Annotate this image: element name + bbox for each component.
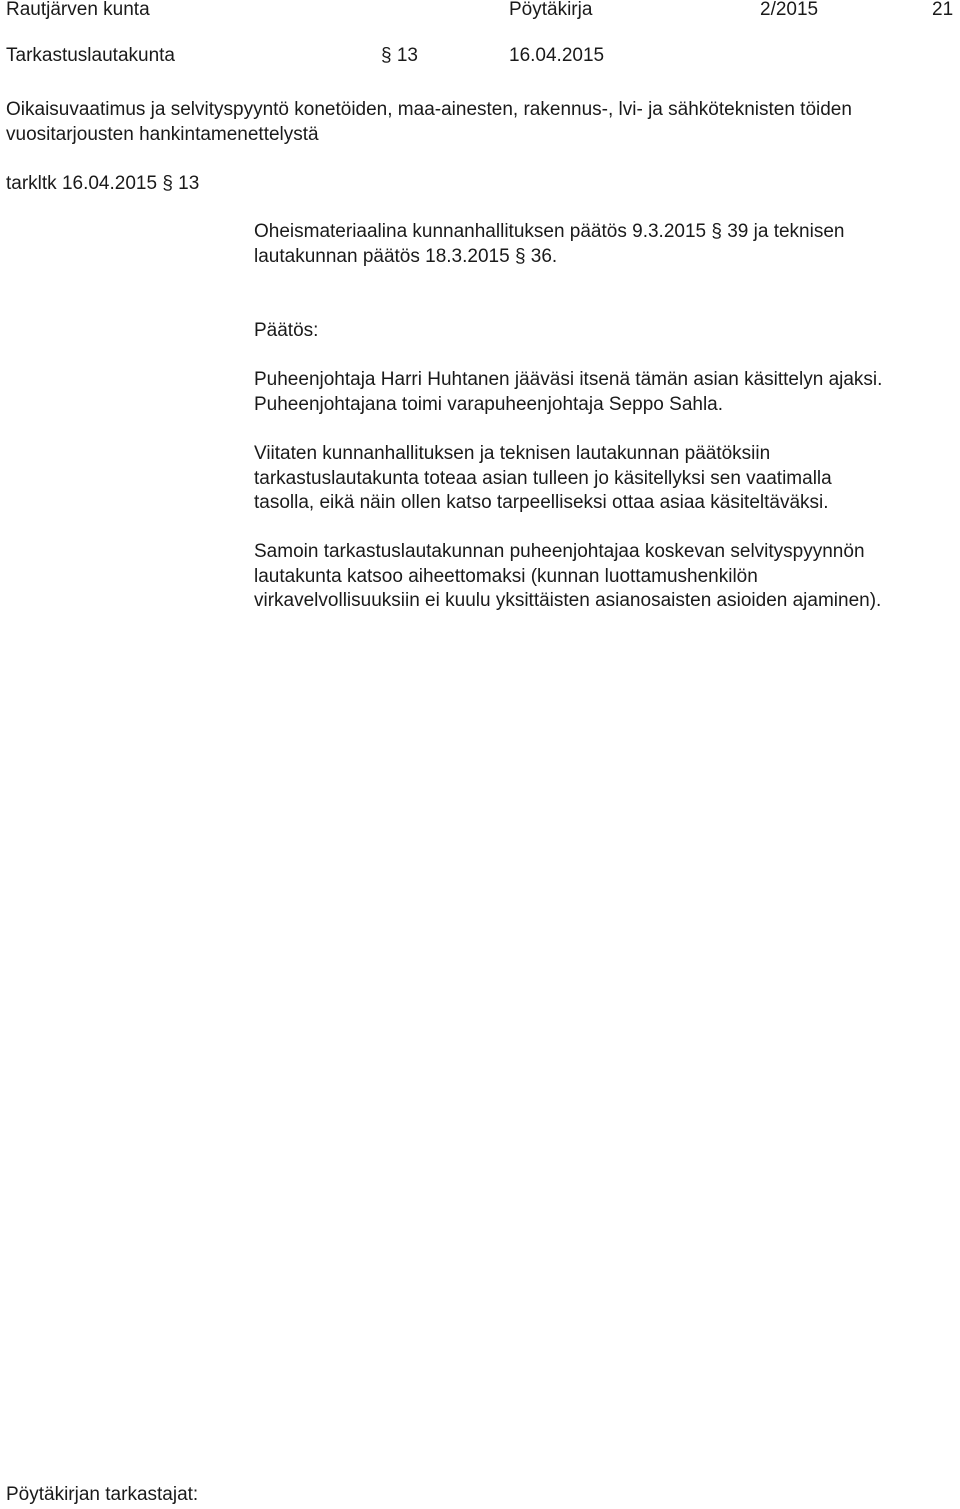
decision-paragraph-3 [254,540,959,614]
section-number: § 13 [381,45,418,66]
decision-p3-line-2: lautakunta katsoo aiheettomaksi (kunnan luottamushenkilön [254,565,758,587]
matter-title [6,98,956,147]
attachment-note [254,220,954,269]
meeting-date: 16.04.2015 [509,45,605,66]
municipality-name: Rautjärven kunta [6,0,150,20]
decision-p1-line-1: Puheenjohtaja Harri Huhtanen jääväsi itsenä tämän asian käsittelyn ajaksi. [254,369,883,390]
decision-p2-line-1: Viitaten kunnanhallituksen ja teknisen lautakunnan päätöksiin [254,443,771,464]
decision-p1-line-2: Puheenjohtajana toimi varapuheenjohtaja Seppo Sahla. [254,393,724,415]
committee-name: Tarkastuslautakunta [6,45,175,66]
decision-p2-line-2: tarkastuslautakunta toteaa asian tulleen jo käsitellyksi sen vaatimalla [254,467,832,489]
document-type: Pöytäkirja [509,0,593,20]
minutes-signatories-label: Pöytäkirjan tarkastajat: [6,1484,199,1505]
decision-p2-line-3: tasolla, eikä näin ollen katso tarpeelliseksi ottaa asiaa käsiteltäväksi. [254,492,829,513]
attachment-line-2: lautakunnan päätös 18.3.2015 § 36. [254,245,558,267]
decision-paragraph-1 [254,368,954,417]
decision-heading: Päätös: [254,320,319,341]
page-number: 21 [932,0,954,20]
decision-paragraph-2 [254,442,954,516]
matter-title-line-1: Oikaisuvaatimus ja selvityspyyntö konetöiden, maa-ainesten, rakennus-, lvi- ja sähköteknisten töiden [6,99,852,120]
attachment-line-1: Oheismateriaalina kunnanhallituksen päätös 9.3.2015 § 39 ja teknisen [254,221,845,242]
document-number: 2/2015 [760,0,819,20]
matter-title-line-2: vuositarjousten hankintamenettelystä [6,123,319,145]
previous-handling-reference: tarkltk 16.04.2015 § 13 [6,173,200,194]
decision-p3-line-1: Samoin tarkastuslautakunnan puheenjohtajaa koskevan selvityspyynnön [254,541,865,562]
decision-p3-line-3: virkavelvollisuuksiin ei kuulu yksittäisten asianosaisten asioiden ajaminen). [254,590,882,611]
